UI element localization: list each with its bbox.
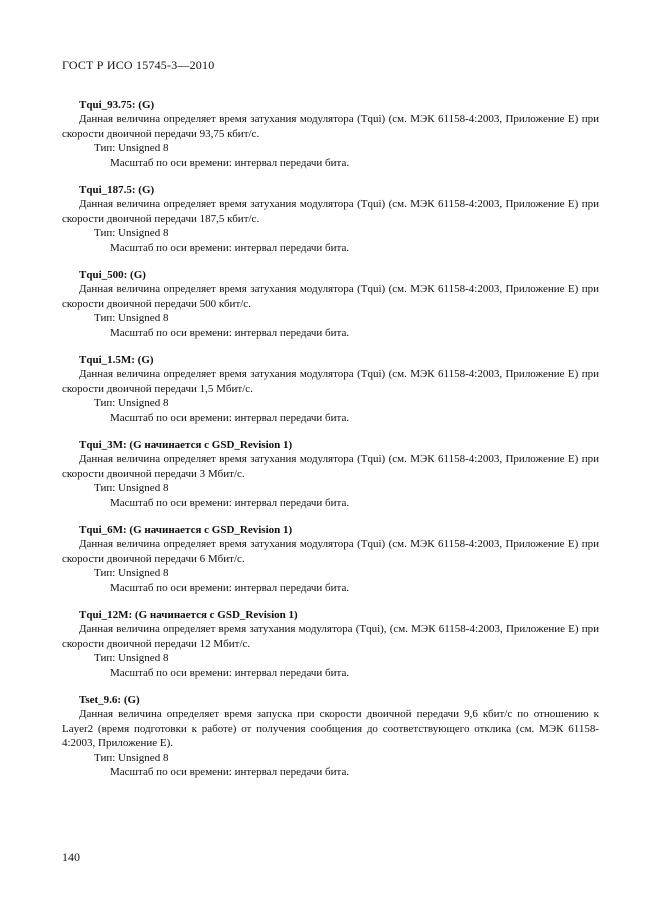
parameter-title: Tqui_6M: (G начинается с GSD_Revision 1) (79, 524, 293, 536)
parameter-entry (62, 608, 599, 680)
parameter-title: Tqui_1.5M: (G) (79, 354, 154, 366)
parameter-scale: Масштаб по оси времени: интервал передачи бита. (110, 241, 350, 254)
parameter-description: Данная величина определяет время затухания модулятора (Tqui) (см. МЭК 61158-4:2003, Приложение Е) при скорости двоичной передачи 93,75 кбит/с. (62, 113, 599, 140)
parameter-entry (62, 268, 599, 340)
parameter-description: Данная величина определяет время затухания модулятора (Tqui) (см. МЭК 61158-4:2003, Приложение Е) при скорости двоичной передачи 187,5 кбит/с. (62, 198, 599, 225)
parameter-title: Tqui_93.75: (G) (79, 99, 155, 111)
parameter-type: Тип: Unsigned 8 (94, 312, 169, 324)
document-header: ГОСТ Р ИСО 15745-3—2010 (62, 58, 215, 72)
parameter-title: Tqui_12M: (G начинается с GSD_Revision 1) (79, 609, 298, 621)
parameter-type: Тип: Unsigned 8 (94, 397, 169, 409)
parameter-description: Данная величина определяет время затухания модулятора (Tqui) (см. МЭК 61158-4:2003, Приложение Е) при скорости двоичной передачи 3 Мбит/с. (62, 453, 599, 480)
parameter-scale: Масштаб по оси времени: интервал передачи бита. (110, 766, 350, 778)
parameter-scale: Масштаб по оси времени: интервал передачи бита. (110, 411, 350, 424)
parameter-entry (62, 693, 599, 780)
parameter-type: Тип: Unsigned 8 (94, 567, 169, 579)
document-body (62, 98, 599, 793)
parameter-title: Tqui_500: (G) (79, 269, 146, 281)
parameter-entry (62, 523, 599, 595)
parameter-scale: Масштаб по оси времени: интервал передачи бита. (110, 156, 350, 169)
parameter-title: Tset_9.6: (G) (79, 694, 140, 706)
parameter-type: Тип: Unsigned 8 (94, 652, 169, 664)
parameter-scale: Масштаб по оси времени: интервал передачи бита. (110, 496, 350, 509)
parameter-type: Тип: Unsigned 8 (94, 227, 169, 239)
parameter-scale: Масштаб по оси времени: интервал передачи бита. (110, 326, 350, 339)
parameter-scale: Масштаб по оси времени: интервал передачи бита. (110, 666, 350, 679)
parameter-entry (62, 98, 599, 170)
parameter-type: Тип: Unsigned 8 (94, 482, 169, 494)
parameter-title: Tqui_187.5: (G) (79, 184, 155, 196)
parameter-entry (62, 438, 599, 510)
parameter-title: Tqui_3M: (G начинается с GSD_Revision 1) (79, 439, 293, 451)
parameter-description: Данная величина определяет время запуска при скорости двоичной передачи 9,6 кбит/с по отношению к Layer2 (время подготовки к работе) от получения сообщения до соответствующего отклика (см. МЭК 61158-4:2003, Приложение Е). (62, 708, 599, 749)
parameter-description: Данная величина определяет время затухания модулятора (Tqui) (см. МЭК 61158-4:2003, Приложение Е) при скорости двоичной передачи 6 Мбит/с. (62, 538, 599, 565)
parameter-description: Данная величина определяет время затухания модулятора (Tqui), (см. МЭК 61158-4:2003, Приложение Е) при скорости двоичной передачи 12 Мбит/с. (62, 623, 599, 650)
parameter-description: Данная величина определяет время затухания модулятора (Tqui) (см. МЭК 61158-4:2003, Приложение Е) при скорости двоичной передачи 500 кбит/с. (62, 283, 599, 310)
parameter-entry (62, 353, 599, 425)
parameter-entry (62, 183, 599, 255)
parameter-type: Тип: Unsigned 8 (94, 751, 169, 764)
parameter-description: Данная величина определяет время затухания модулятора (Tqui) (см. МЭК 61158-4:2003, Приложение Е) при скорости двоичной передачи 1,5 Мбит/с. (62, 368, 599, 395)
parameter-type: Тип: Unsigned 8 (94, 142, 169, 154)
page-number: 140 (62, 850, 80, 864)
parameter-scale: Масштаб по оси времени: интервал передачи бита. (110, 581, 350, 594)
